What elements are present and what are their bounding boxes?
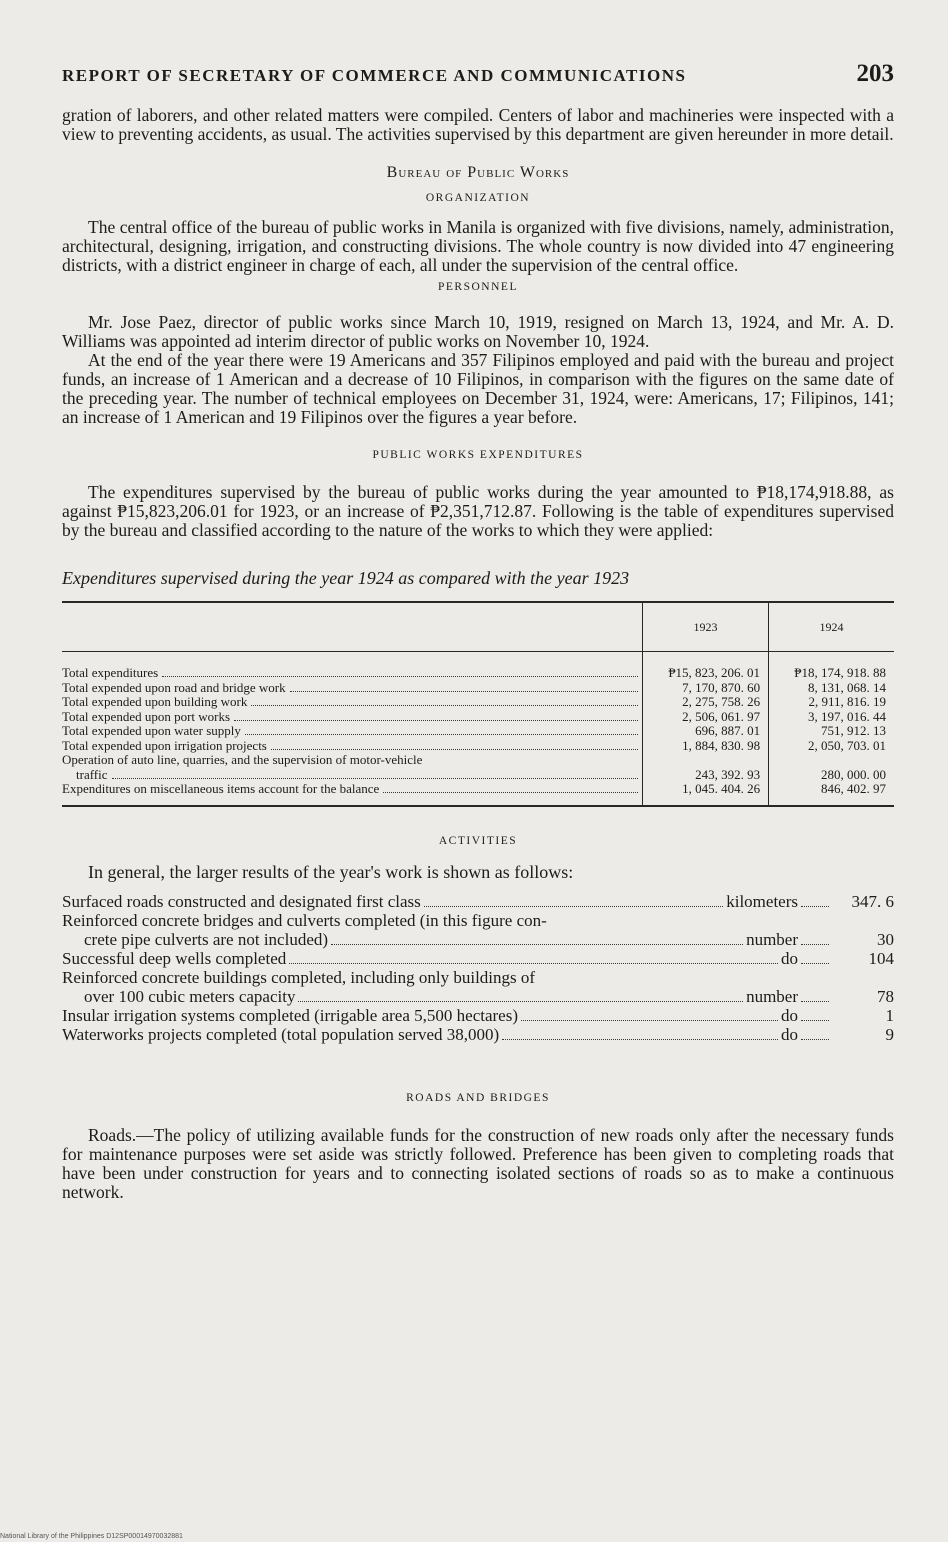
leader-dots xyxy=(801,963,829,964)
activity-description: Reinforced concrete buildings completed, including only buildings of xyxy=(62,967,536,987)
table-row xyxy=(62,724,894,739)
row-label-cell xyxy=(62,652,643,681)
row-label-cell xyxy=(62,724,643,739)
leader-dots xyxy=(801,1020,829,1021)
page-content xyxy=(62,60,894,1202)
row-label-cell xyxy=(62,739,643,754)
activity-unit: do xyxy=(781,1005,798,1025)
row-label: Operation of auto line, quarries, and the supervision of motor-vehicle xyxy=(62,752,423,767)
table-title: Expenditures supervised during the year 1924 as compared with the year 1923 xyxy=(62,568,630,588)
activity-desc-line xyxy=(62,1006,832,1025)
activity-desc-line xyxy=(84,930,832,949)
value-1923: 7, 170, 870. 60 xyxy=(643,681,769,696)
activity-value: 9 xyxy=(885,1024,894,1044)
table-row xyxy=(62,782,894,806)
activities-list xyxy=(62,892,894,1044)
row-label-continued xyxy=(62,768,642,783)
personnel-paragraph-1: Mr. Jose Paez, director of public works since March 10, 1919, resigned on March 13, 1924, and Mr. A. D. Williams was appointed ad interim director of public works on November 10, 1924. xyxy=(62,312,894,351)
activity-description-continued: crete pipe culverts are not included) xyxy=(84,929,329,949)
leader-dots xyxy=(112,778,638,779)
row-label: Total expended upon irrigation projects xyxy=(62,737,267,753)
row-label-cell xyxy=(62,695,643,710)
activity-unit: kilometers xyxy=(726,891,798,911)
page-number: 203 xyxy=(856,60,894,87)
activity-item xyxy=(62,930,894,949)
activity-desc-line xyxy=(62,892,832,911)
leader-dots xyxy=(521,1020,778,1021)
row-label-cell xyxy=(62,710,643,725)
leader-dots xyxy=(331,944,743,945)
activity-line xyxy=(62,968,894,987)
row-label-line xyxy=(62,695,642,710)
activities-intro: In general, the larger results of the year's work is shown as follows: xyxy=(88,861,574,882)
row-label: Total expended upon road and bridge work xyxy=(62,679,286,695)
activity-value: 347. 6 xyxy=(851,891,894,911)
activity-item xyxy=(62,892,894,911)
bureau-heading: Bureau of Public Works xyxy=(386,164,570,181)
activity-unit: do xyxy=(781,1024,798,1044)
row-label-line xyxy=(62,724,642,739)
activity-desc-line xyxy=(62,949,832,968)
activity-desc-line xyxy=(84,987,832,1006)
activity-item xyxy=(62,987,894,1006)
organization-paragraph: The central office of the bureau of public works in Manila is organized with five divisions, namely, administration, architectural, designing, irrigation, and constructing divisions. The whole country is now divided into 47 engineering districts, with a district engineer in charge of each, all under the supervision of the central office. xyxy=(62,217,894,275)
value-1923: 1, 884, 830. 98 xyxy=(643,739,769,754)
value-1923: 2, 275, 758. 26 xyxy=(643,695,769,710)
row-label-continued-text: traffic xyxy=(76,766,108,782)
activity-value: 30 xyxy=(877,929,894,949)
activity-item xyxy=(62,1006,894,1025)
leader-dots xyxy=(801,1001,829,1002)
row-label: Total expended upon water supply xyxy=(62,723,241,738)
value-1924: 751, 912. 13 xyxy=(769,724,894,739)
leader-dots xyxy=(801,944,829,945)
value-1924: 2, 050, 703. 01 xyxy=(769,739,894,754)
value-1924: 280, 000. 00 xyxy=(769,753,894,782)
activity-desc-line xyxy=(62,1025,832,1044)
row-label-cell xyxy=(62,681,643,696)
expenditures-table xyxy=(62,601,894,807)
expenditures-heading: PUBLIC WORKS EXPENDITURES xyxy=(372,449,584,461)
activity-description: Waterworks projects completed (total population served 38,000) xyxy=(62,1024,500,1044)
leader-dots xyxy=(162,676,638,677)
expenditures-paragraph: The expenditures supervised by the bureau of public works during the year amounted to ₱18,174,918.88, as against ₱15,823,206.01 for 1923, or an increase of ₱2,351,712.87. Following is the table of expenditures supervised by the bureau and classified according to the nature of the works to which they were applied: xyxy=(62,482,894,540)
value-1924: ₱18, 174, 918. 88 xyxy=(769,652,894,681)
row-label-line xyxy=(62,681,642,696)
activity-description: Insular irrigation systems completed (irrigable area 5,500 hectares) xyxy=(62,1005,518,1025)
leader-dots xyxy=(383,792,638,793)
activity-description: Successful deep wells completed xyxy=(62,948,287,968)
activity-value: 78 xyxy=(877,986,894,1006)
value-1924: 8, 131, 068. 14 xyxy=(769,681,894,696)
column-header-1923: 1923 xyxy=(643,602,769,652)
value-1924: 2, 911, 816. 19 xyxy=(769,695,894,710)
leader-dots xyxy=(290,691,638,692)
row-label: Expenditures on miscellaneous items account for the balance xyxy=(62,781,380,796)
intro-paragraph: gration of laborers, and other related matters were compiled. Centers of labor and machineries were inspected with a view to preventing accidents, as usual. The activities supervised by this department are given hereunder in more detail. xyxy=(62,105,894,144)
row-label-line xyxy=(62,710,642,725)
leader-dots xyxy=(801,1039,829,1040)
table-header-blank xyxy=(62,602,643,652)
running-head xyxy=(62,60,894,100)
leader-dots xyxy=(502,1039,778,1040)
row-label-cell xyxy=(62,753,643,782)
activity-description: Reinforced concrete bridges and culverts completed (in this figure con- xyxy=(62,910,547,930)
row-label-line xyxy=(62,666,642,681)
value-1924: 3, 197, 016. 44 xyxy=(769,710,894,725)
leader-dots xyxy=(234,720,638,721)
activity-value: 1 xyxy=(885,1005,894,1025)
library-stamp: National Library of the Philippines D12SP00014970032881 xyxy=(0,1533,183,1540)
value-1924: 846, 402. 97 xyxy=(769,782,894,806)
activity-unit: number xyxy=(746,986,798,1006)
row-label: Total expenditures xyxy=(62,665,159,680)
leader-dots xyxy=(289,963,778,964)
leader-dots xyxy=(424,906,723,907)
leader-dots xyxy=(298,1001,743,1002)
activity-item xyxy=(62,1025,894,1044)
table-row xyxy=(62,739,894,754)
activity-unit: do xyxy=(781,948,798,968)
value-1923: 2, 506, 061. 97 xyxy=(643,710,769,725)
row-label-cell xyxy=(62,782,643,806)
row-label: Total expended upon port works xyxy=(62,708,231,724)
column-header-1924: 1924 xyxy=(769,602,894,652)
activity-description-continued: over 100 cubic meters capacity xyxy=(84,986,296,1006)
table-row xyxy=(62,681,894,696)
leader-dots xyxy=(801,906,829,907)
row-label-line xyxy=(62,739,642,754)
activity-line xyxy=(62,911,894,930)
row-label-line xyxy=(62,782,642,797)
table-row xyxy=(62,652,894,681)
row-label: Total expended upon building work xyxy=(62,694,248,709)
running-head-title: REPORT OF SECRETARY OF COMMERCE AND COMMUNICATIONS xyxy=(62,66,687,85)
leader-dots xyxy=(271,749,638,750)
value-1923: 243, 392. 93 xyxy=(643,753,769,782)
organization-heading: ORGANIZATION xyxy=(425,192,531,204)
value-1923: ₱15, 823, 206. 01 xyxy=(643,652,769,681)
activity-item xyxy=(62,949,894,968)
table-body xyxy=(62,652,894,806)
roads-paragraph: Roads.—The policy of utilizing available funds for the construction of new roads only after the necessary funds for maintenance purposes were set aside was strictly followed. Preference has been given to completing roads that have been under construction for years and to connecting isolated sections of roads so as to make a continuous network. xyxy=(62,1124,894,1202)
activity-value: 104 xyxy=(868,948,894,968)
table-row xyxy=(62,710,894,725)
leader-dots xyxy=(245,734,638,735)
personnel-paragraph-2: At the end of the year there were 19 Americans and 357 Filipinos employed and paid with the bureau and project funds, an increase of 1 American and a decrease of 10 Filipinos, in comparison with the figures on the same date of the preceding year. The number of technical employees on December 31, 1924, were: Americans, 17; Filipinos, 141; an increase of 1 American and 19 Filipinos over the figures a year before. xyxy=(62,350,894,427)
personnel-heading: PERSONNEL xyxy=(438,281,518,293)
value-1923: 1, 045. 404. 26 xyxy=(643,782,769,806)
activity-unit: number xyxy=(746,929,798,949)
table-row xyxy=(62,753,894,782)
activities-heading: ACTIVITIES xyxy=(438,834,518,847)
roads-heading: ROADS AND BRIDGES xyxy=(406,1091,550,1104)
leader-dots xyxy=(251,705,638,706)
activity-description: Surfaced roads constructed and designated first class xyxy=(62,891,421,911)
value-1923: 696, 887. 01 xyxy=(643,724,769,739)
table-row xyxy=(62,695,894,710)
